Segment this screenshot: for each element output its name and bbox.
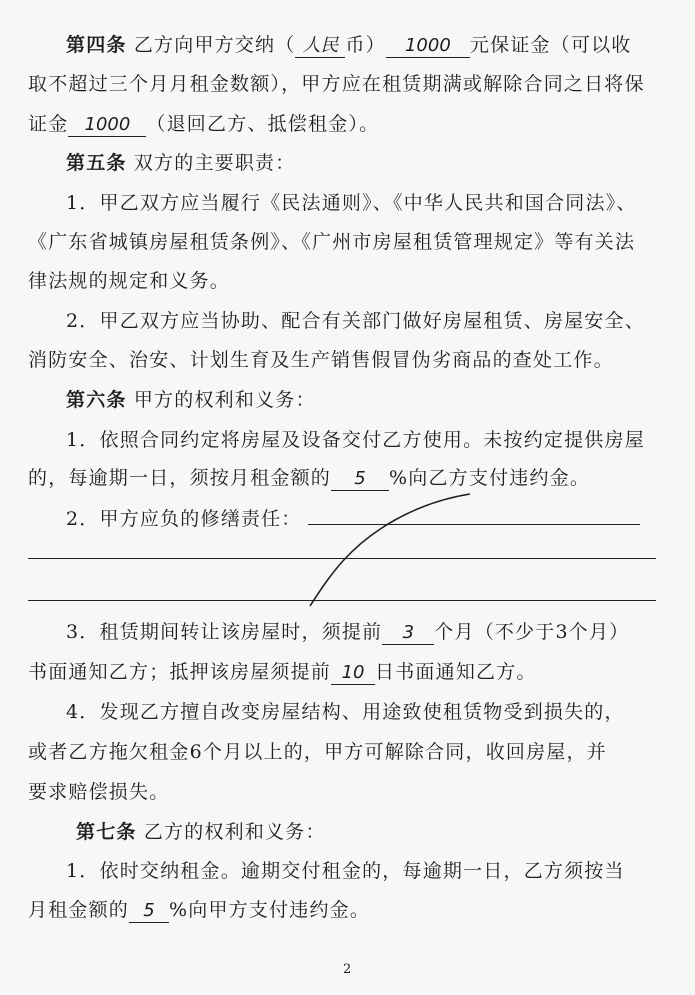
tenant-late-rate-handwritten: 5 <box>129 900 169 923</box>
article-6-p2: 2．甲方应负的修缮责任： <box>66 506 640 531</box>
article-7-p1-line-2: 月租金额的 5 %向甲方支付违约金。 <box>28 899 371 921</box>
refund-amount-handwritten: 1000 <box>68 114 146 137</box>
article-6-p4-line-3: 要求赔偿损失。 <box>28 781 170 803</box>
article-6-p4-line-2: 或者乙方拖欠租金6个月以上的，甲方可解除合同，收回房屋，并 <box>28 741 607 763</box>
article-5-p1-line-1: 1．甲乙双方应当履行《民法通则》、《中华人民共和国合同法》、 <box>66 192 637 214</box>
deposit-amount-handwritten: 1000 <box>386 35 470 58</box>
article-7-label: 第七条 <box>76 821 137 843</box>
article-6-label: 第六条 <box>66 389 127 411</box>
article-4-line-1: 第四条 乙方向甲方交纳（ 人民 币） 1000 元保证金（可以收 <box>66 34 632 56</box>
article-6-p4-line-1: 4．发现乙方擅自改变房屋结构、用途致使租赁物受到损失的， <box>66 701 625 723</box>
article-5-p2-line-2: 消防安全、治安、计划生育及生产销售假冒伪劣商品的查处工作。 <box>28 349 614 371</box>
article-5-p1-line-3: 律法规的规定和义务。 <box>28 270 231 292</box>
late-rate-handwritten: 5 <box>331 468 389 491</box>
article-5-p1-line-2: 《广东省城镇房屋租赁条例》、《广州市房屋租赁管理规定》等有关法 <box>28 231 636 253</box>
article-5-heading: 第五条 双方的主要职责： <box>66 152 296 174</box>
article-6-p3-line-1: 3．租赁期间转让该房屋时，须提前 3 个月（不少于3个月） <box>66 621 630 643</box>
article-4-line-3: 证金 1000 （退回乙方、抵偿租金）。 <box>28 113 380 135</box>
article-6-p1-line-2: 的，每逾期一日，须按月租金额的 5 %向乙方支付违约金。 <box>28 467 591 489</box>
article-7-p1-line-1: 1．依时交纳租金。逾期交付租金的，每逾期一日，乙方须按当 <box>66 860 625 882</box>
article-6-p1-line-1: 1．依照合同约定将房屋及设备交付乙方使用。未按约定提供房屋 <box>66 429 645 451</box>
currency-handwritten: 人民 <box>295 35 345 58</box>
mortgage-notice-days-handwritten: 10 <box>331 662 375 685</box>
notice-months-handwritten: 3 <box>382 622 434 645</box>
article-4-label: 第四条 <box>66 34 127 56</box>
page-number: 2 <box>343 962 352 977</box>
article-5-p2-line-1: 2．甲乙双方应当协助、配合有关部门做好房屋租赁、房屋安全、 <box>66 310 645 332</box>
article-4-line-2: 取不超过三个月月租金数额），甲方应在租赁期满或解除合同之日将保 <box>28 73 645 95</box>
article-5-label: 第五条 <box>66 152 127 174</box>
article-7-heading: 第七条 乙方的权利和义务： <box>76 821 326 843</box>
article-6-heading: 第六条 甲方的权利和义务： <box>66 389 316 411</box>
article-6-p3-line-2: 书面通知乙方；抵押该房屋须提前 10 日书面通知乙方。 <box>28 661 537 683</box>
